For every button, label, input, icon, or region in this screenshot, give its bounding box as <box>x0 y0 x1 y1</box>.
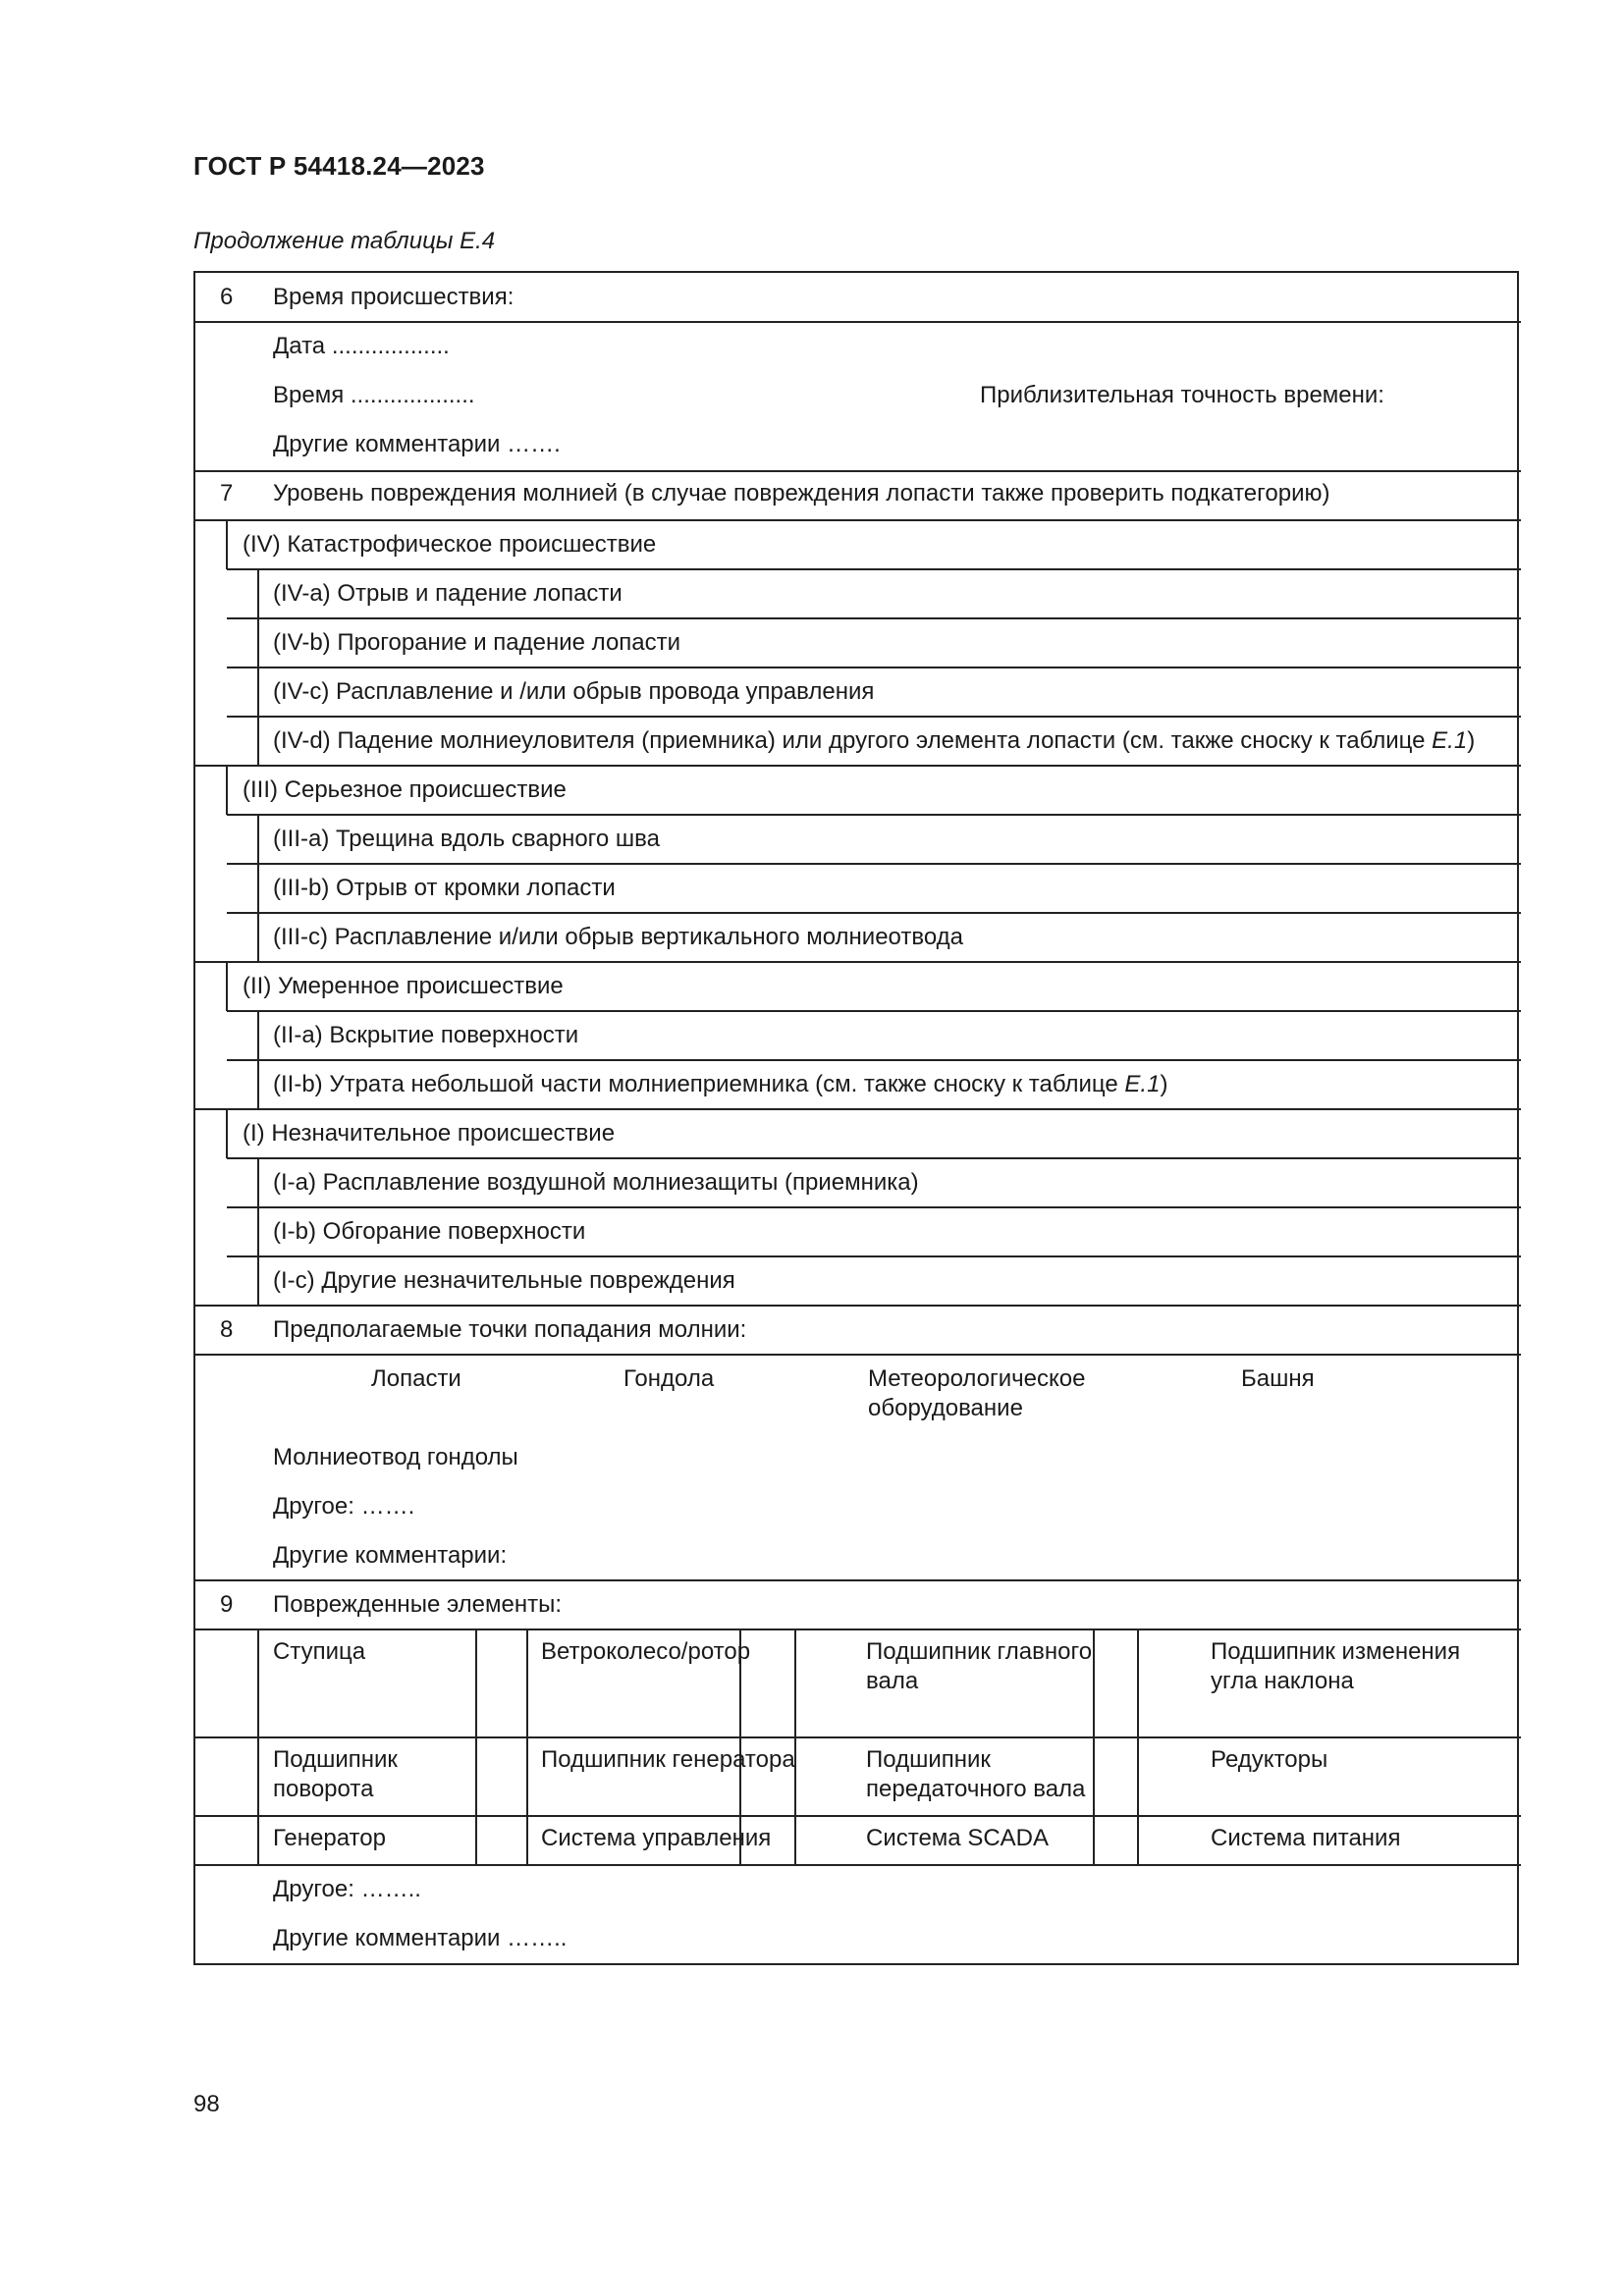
table-caption: Продолжение таблицы Е.4 <box>193 228 496 254</box>
section-number: 8 <box>220 1316 234 1343</box>
component-item: Редукторы <box>1211 1746 1328 1773</box>
checkbox-cell-divider <box>257 717 259 766</box>
category-divider <box>195 961 1521 963</box>
section-divider <box>195 1305 1521 1307</box>
checkbox-cell-divider <box>257 1737 259 1816</box>
damage-subcategory <box>273 1070 1167 1099</box>
subcategory-divider <box>227 716 1521 718</box>
row-divider <box>195 1815 1521 1817</box>
component-item: Подшипник передаточного вала <box>866 1746 1086 1802</box>
indent-marker <box>226 1109 228 1158</box>
checkbox-cell-divider <box>257 667 259 717</box>
section-divider <box>195 321 1521 323</box>
component-item: Генератор <box>273 1825 386 1851</box>
component-item: Подшипник изменения угла наклона <box>1211 1638 1461 1694</box>
table-reference: Е.1 <box>1432 727 1468 754</box>
column-divider <box>475 1629 477 1737</box>
component-item: Ветроколесо/ротор <box>541 1638 751 1665</box>
component-item: Ступица <box>273 1638 366 1665</box>
comments-field: Другие комментарии: <box>273 1542 508 1569</box>
option-tower: Башня <box>1241 1365 1315 1392</box>
damage-subcategory: (I-c) Другие незначительные повреждения <box>273 1267 735 1294</box>
document-header: ГОСТ Р 54418.24—2023 <box>193 151 485 181</box>
checkbox-cell-divider <box>257 569 259 618</box>
subcategory-divider <box>227 617 1521 619</box>
page-number: 98 <box>193 2091 220 2117</box>
damage-category: (III) Серьезное происшествие <box>243 776 567 803</box>
section-divider <box>195 1354 1521 1356</box>
section-number: 9 <box>220 1591 234 1618</box>
damage-subcategory: (III-a) Трещина вдоль сварного шва <box>273 826 661 852</box>
checkbox-cell-divider <box>257 618 259 667</box>
option-nacelle: Гондола <box>623 1365 715 1392</box>
subcategory-divider <box>227 1010 1521 1012</box>
damage-subcategory: (IV-c) Расплавление и /или обрыв провода управления <box>273 678 875 705</box>
subcategory-divider <box>227 912 1521 914</box>
other-field: Другое: ……. <box>273 1493 415 1520</box>
time-accuracy-field: Приблизительная точность времени: <box>980 382 1384 408</box>
incident-form-table <box>193 271 1519 1965</box>
component-item: Система питания <box>1211 1825 1401 1851</box>
other-field: Другое: …….. <box>273 1876 421 1902</box>
time-field: Время ................... <box>273 382 475 408</box>
section-number: 6 <box>220 284 234 310</box>
subcategory-divider <box>227 1255 1521 1257</box>
section-title: Уровень повреждения молнией (в случае повреждения лопасти также проверить подкатегорию) <box>273 480 1330 507</box>
table-reference: Е.1 <box>1124 1071 1161 1097</box>
damage-subcategory: (I-b) Обгорание поверхности <box>273 1218 586 1245</box>
component-item: Система SCADA <box>866 1825 1050 1851</box>
section-title: Время происшествия: <box>273 284 514 310</box>
checkbox-cell-divider <box>526 1737 528 1816</box>
damage-category: (I) Незначительное происшествие <box>243 1120 616 1147</box>
checkbox-cell-divider <box>1137 1629 1139 1737</box>
checkbox-cell-divider <box>257 1816 259 1865</box>
column-divider <box>475 1816 477 1865</box>
damage-subcategory: (III-b) Отрыв от кромки лопасти <box>273 875 616 901</box>
checkbox-cell-divider <box>257 1158 259 1207</box>
component-item: Подшипник главного вала <box>866 1638 1093 1694</box>
damage-category: (IV) Катастрофическое происшествие <box>243 531 657 558</box>
subcategory-text: (IV-d) Падение молниеуловителя (приемника) или другого элемента лопасти (см. также сноску к таблице <box>273 727 1433 754</box>
checkbox-cell-divider <box>526 1629 528 1737</box>
subcategory-divider <box>227 1157 1521 1159</box>
row-divider <box>195 1736 1521 1738</box>
damage-category: (II) Умеренное происшествие <box>243 973 564 999</box>
option-blades: Лопасти <box>371 1365 461 1392</box>
subcategory-divider <box>227 863 1521 865</box>
section-title: Предполагаемые точки попадания молнии: <box>273 1316 747 1343</box>
checkbox-cell-divider <box>257 1060 259 1109</box>
damage-subcategory: (IV-a) Отрыв и падение лопасти <box>273 580 623 607</box>
closing-paren: ) <box>1467 727 1476 754</box>
subcategory-divider <box>227 1059 1521 1061</box>
comments-field: Другие комментарии …….. <box>273 1925 568 1951</box>
component-item: Подшипник генератора <box>541 1746 795 1773</box>
indent-marker <box>226 962 228 1011</box>
subcategory-divider <box>227 1206 1521 1208</box>
category-divider <box>195 765 1521 767</box>
option-meteo-equipment: Метеорологическое оборудование <box>868 1365 1086 1421</box>
closing-paren: ) <box>1160 1071 1168 1097</box>
column-divider <box>475 1737 477 1816</box>
damage-subcategory: (II-a) Вскрытие поверхности <box>273 1022 579 1048</box>
option-nacelle-rod: Молниеотвод гондолы <box>273 1444 518 1470</box>
subcategory-text: (II-b) Утрата небольшой части молниеприемника (см. также сноску к таблице <box>273 1071 1125 1097</box>
checkbox-cell-divider <box>526 1816 528 1865</box>
component-item: Подшипник поворота <box>273 1746 398 1802</box>
indent-marker <box>226 520 228 569</box>
damage-subcategory: (IV-b) Прогорание и падение лопасти <box>273 629 681 656</box>
checkbox-cell-divider <box>257 1207 259 1256</box>
subcategory-divider <box>227 667 1521 668</box>
checkbox-cell-divider <box>257 864 259 913</box>
section-divider <box>195 1629 1521 1630</box>
section-divider <box>195 470 1521 472</box>
checkbox-cell-divider <box>257 1011 259 1060</box>
checkbox-cell-divider <box>1137 1816 1139 1865</box>
subcategory-divider <box>227 568 1521 570</box>
date-field: Дата .................. <box>273 333 450 359</box>
checkbox-cell-divider <box>1137 1737 1139 1816</box>
checkbox-cell-divider <box>257 1629 259 1737</box>
indent-marker <box>226 766 228 815</box>
checkbox-cell-divider <box>257 815 259 864</box>
section-divider <box>195 519 1521 521</box>
section-title: Поврежденные элементы: <box>273 1591 563 1618</box>
section-number: 7 <box>220 480 234 507</box>
component-item: Система управления <box>541 1825 772 1851</box>
checkbox-cell-divider <box>257 1256 259 1306</box>
damage-subcategory <box>273 726 1475 756</box>
subcategory-divider <box>227 814 1521 816</box>
damage-subcategory: (I-a) Расплавление воздушной молниезащиты (приемника) <box>273 1169 919 1196</box>
checkbox-cell-divider <box>257 913 259 962</box>
section-divider <box>195 1579 1521 1581</box>
damage-subcategory: (III-c) Расплавление и/или обрыв вертикального молниеотвода <box>273 924 964 950</box>
category-divider <box>195 1108 1521 1110</box>
row-divider <box>195 1864 1521 1866</box>
comments-field: Другие комментарии ……. <box>273 431 561 457</box>
